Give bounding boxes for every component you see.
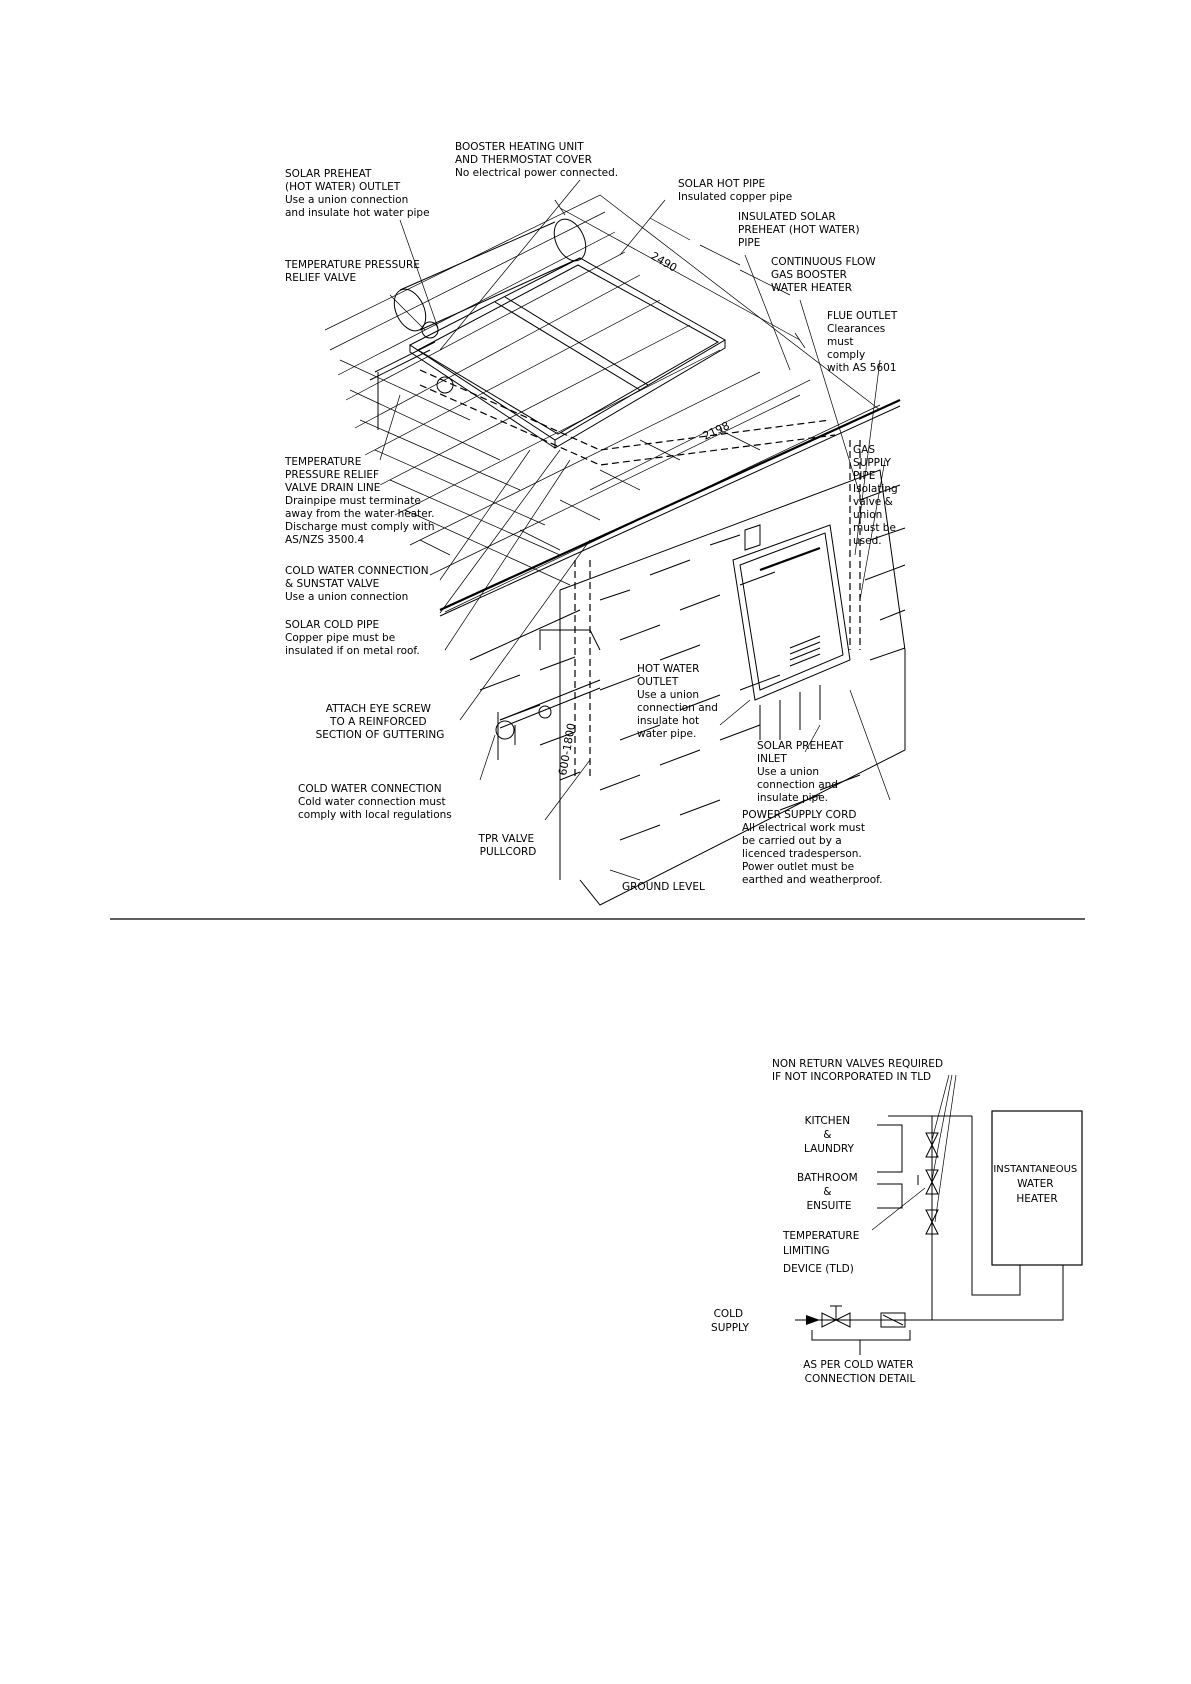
dim-2490: 2490 [648,249,680,275]
label-instantaneous-water-heater: INSTANTANEOUS WATER HEATER [993,1164,1078,1205]
label-solar-hot-pipe: SOLAR HOT PIPE Insulated copper pipe [678,178,793,203]
label-power-supply: POWER SUPPLY CORD All electrical work must be carried out by a licenced tradesperson. Power outlet must be earthed and weatherproof. [742,809,883,886]
label-booster: BOOSTER HEATING UNIT AND THERMOSTAT COVER No electrical power connected. [455,141,619,179]
label-cold-supply: COLD SUPPLY [711,1308,749,1334]
label-bathroom-ensuite: BATHROOM & ENSUITE [796,1172,858,1212]
label-cold-water-connection: COLD WATER CONNECTION Cold water connection must comply with local regulations [298,783,452,821]
dim-2198: 2198 [700,419,732,443]
label-attach-eye-screw: ATTACH EYE SCREW TO A REINFORCED SECTION OF GUTTERING [315,703,445,741]
non-return-valves [918,1133,938,1234]
label-kitchen-laundry: KITCHEN & LAUNDRY [804,1115,854,1155]
cold-supply-valve [822,1306,905,1327]
label-solar-cold-pipe: SOLAR COLD PIPE Copper pipe must be insulated if on metal roof. [285,619,420,657]
label-insulated-solar-preheat: INSULATED SOLAR PREHEAT (HOT WATER) PIPE [738,211,860,249]
label-cold-water-sunstat: COLD WATER CONNECTION & SUNSTAT VALVE Use a union connection [285,565,429,603]
label-non-return: NON RETURN VALVES REQUIRED IF NOT INCORPORATED IN TLD [772,1058,944,1083]
label-tpr-valve: TEMPERATURE PRESSURE RELIEF VALVE [285,259,420,284]
label-continuous-flow: CONTINUOUS FLOW GAS BOOSTER WATER HEATER [771,256,876,294]
label-gas-supply: GAS SUPPLY PIPE Isolating valve & union must be used. [853,444,898,547]
label-solar-preheat-inlet: SOLAR PREHEAT INLET Use a union connection and insulate pipe. [757,740,844,804]
label-solar-preheat-outlet: SOLAR PREHEAT (HOT WATER) OUTLET Use a union connection and insulate hot water pipe [285,168,430,219]
label-tpr-pullcord: TPR VALVE PULLCORD [478,833,537,858]
dim-600-1800: 600-1800 [556,722,579,777]
label-cold-water-detail: AS PER COLD WATER CONNECTION DETAIL [803,1359,916,1385]
label-hot-water-outlet: HOT WATER OUTLET Use a union connection and insulate hot water pipe. [637,663,718,740]
label-ground-level: GROUND LEVEL [622,881,705,893]
label-tpr-drain: TEMPERATURE PRESSURE RELIEF VALVE DRAIN LINE Drainpipe must terminate away from the water heater. Discharge must comply with AS/NZS 3500.4 [285,456,435,546]
cold-supply-arrow [806,1315,820,1325]
schematic-leaders [872,1075,956,1230]
label-flue-outlet: FLUE OUTLET Clearances must comply with AS 5601 [827,310,898,374]
label-tld: TEMPERATURE LIMITING DEVICE (TLD) [783,1230,860,1275]
